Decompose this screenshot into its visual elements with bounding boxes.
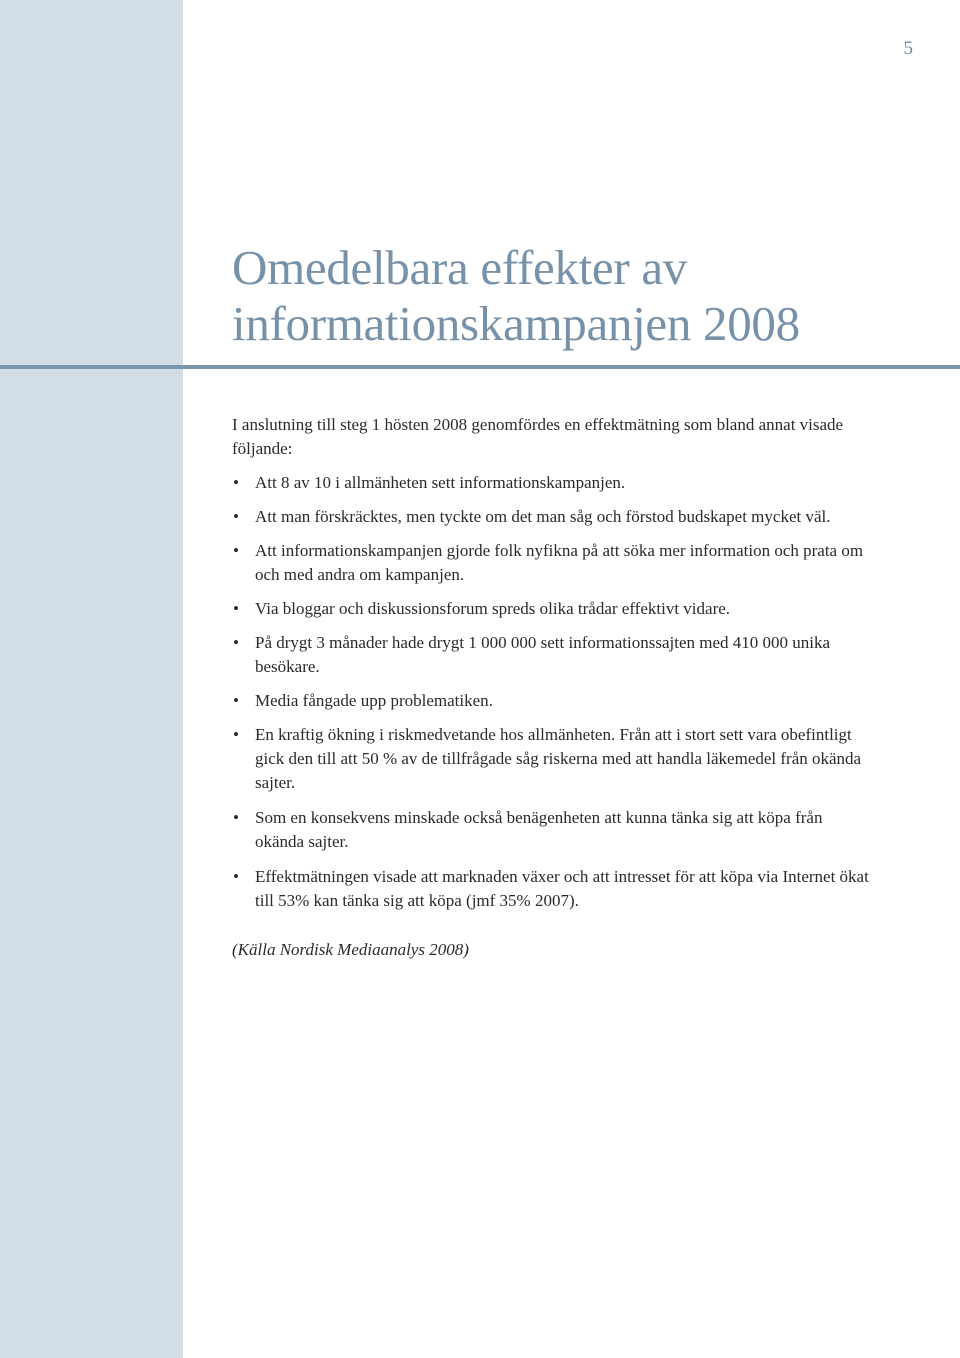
page-title (232, 240, 932, 352)
list-item (232, 723, 872, 795)
list-item-text: Via bloggar och diskussionsforum spreds olika trådar effektivt vidare. (255, 599, 731, 618)
intro-paragraph: I anslutning till steg 1 hösten 2008 genomfördes en effektmätning som bland annat visade följande: (232, 415, 844, 458)
list-item-text: Effektmätningen visade att marknaden växer och att intresset för att köpa via Internet ökat till 53% kan tänka sig att köpa (jmf 35% 2007). (255, 867, 869, 910)
list-item-text: På drygt 3 månader hade drygt 1 000 000 sett informationssajten med 410 000 unika besökare. (255, 633, 831, 676)
list-item (232, 597, 872, 621)
bullet-icon: • (233, 473, 239, 492)
page-number: 5 (903, 38, 913, 59)
bullet-icon: • (233, 541, 239, 560)
list-item-text: En kraftig ökning i riskmedvetande hos allmänheten. Från att i stort sett vara obefintligt gick den till att 50 % av de tillfrågade såg riskerna med att handla läkemedel från okända sajter. (255, 725, 862, 792)
findings-list (232, 471, 872, 913)
list-item-text: Media fångade upp problematiken. (255, 691, 493, 710)
list-item (232, 471, 872, 495)
bullet-icon: • (233, 691, 239, 710)
source-citation: (Källa Nordisk Mediaanalys 2008) (232, 940, 469, 959)
bullet-icon: • (233, 867, 239, 886)
list-item (232, 539, 872, 587)
list-item-text: Att informationskampanjen gjorde folk nyfikna på att söka mer information och prata om och med andra om kampanjen. (255, 541, 864, 584)
list-item-text: Att man förskräcktes, men tyckte om det man såg och förstod budskapet mycket väl. (255, 507, 831, 526)
bullet-icon: • (233, 633, 239, 652)
list-item (232, 689, 872, 713)
list-item (232, 505, 872, 529)
list-item-text: Att 8 av 10 i allmänheten sett informationskampanjen. (255, 473, 626, 492)
list-item (232, 806, 872, 854)
bullet-icon: • (233, 725, 239, 744)
list-item (232, 631, 872, 679)
body-content (232, 413, 872, 962)
list-item-text: Som en konsekvens minskade också benägenheten att kunna tänka sig att köpa från okända sajter. (255, 808, 823, 851)
title-divider (0, 365, 960, 369)
bullet-icon: • (233, 599, 239, 618)
sidebar-panel (0, 0, 183, 1358)
list-item (232, 865, 872, 913)
title-line-1: Omedelbara effekter av (232, 240, 688, 295)
bullet-icon: • (233, 507, 239, 526)
title-line-2: informationskampanjen 2008 (232, 296, 800, 351)
bullet-icon: • (233, 808, 239, 827)
